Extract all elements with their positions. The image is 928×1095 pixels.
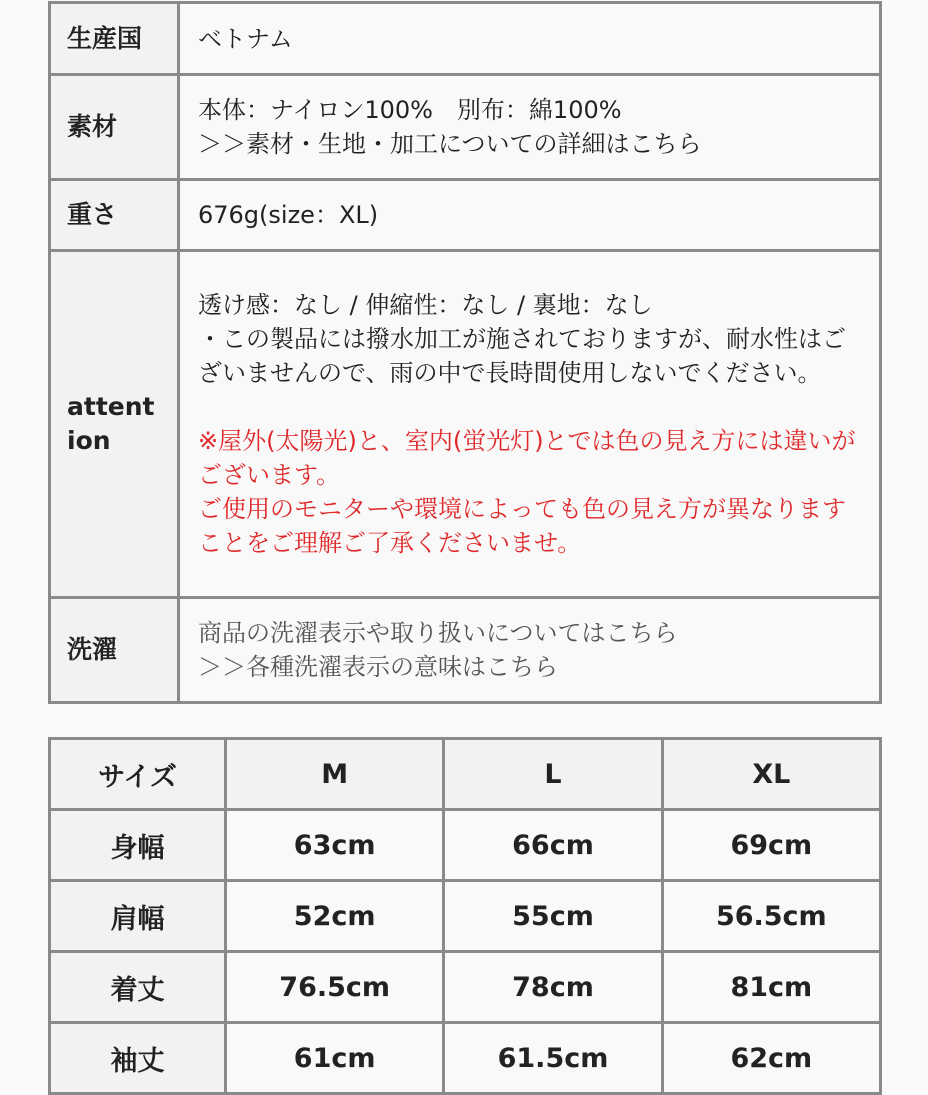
spec-label: attent ion	[50, 251, 179, 598]
spec-row-attention	[50, 251, 881, 598]
size-header-row	[50, 739, 881, 810]
spec-value	[179, 75, 881, 180]
size-cell: 61.5cm	[444, 1023, 662, 1094]
laundry-symbols-link[interactable]: ＞＞各種洗濯表示の意味はこちら	[198, 653, 558, 681]
size-cell: 61cm	[226, 1023, 444, 1094]
size-cell: 76.5cm	[226, 952, 444, 1023]
size-row-label: 肩幅	[50, 881, 226, 952]
spec-row-origin	[50, 3, 881, 75]
size-header: サイズ	[50, 739, 226, 810]
product-spec-table	[48, 1, 882, 704]
spec-row-laundry	[50, 598, 881, 703]
size-cell: 52cm	[226, 881, 444, 952]
size-header: M	[226, 739, 444, 810]
spec-label: 生産国	[50, 3, 179, 75]
size-cell: 63cm	[226, 810, 444, 881]
color-warning-text: ※屋外(太陽光)と、室内(蛍光灯)とでは色の見え方には違いがございます。 ご使用のモニターや環境によっても色の見え方が異なりますことをご理解ご了承くださいませ。	[198, 427, 856, 557]
size-row-label: 身幅	[50, 810, 226, 881]
size-row	[50, 952, 881, 1023]
size-row	[50, 1023, 881, 1094]
attention-text: 透け感：なし / 伸縮性：なし / 裏地：なし ・この製品には撥水加工が施されておりますが、耐水性はございませんので、雨の中で長時間使用しないでください。	[198, 291, 846, 387]
size-header: L	[444, 739, 662, 810]
laundry-care-link[interactable]: 商品の洗濯表示や取り扱いについてはこちら	[198, 619, 678, 647]
spec-label: 素材	[50, 75, 179, 180]
size-header: XL	[662, 739, 880, 810]
spec-row-material	[50, 75, 881, 180]
spec-value: ベトナム	[179, 3, 881, 75]
size-cell: 81cm	[662, 952, 880, 1023]
size-cell: 78cm	[444, 952, 662, 1023]
size-cell: 55cm	[444, 881, 662, 952]
size-chart-table	[48, 737, 882, 1095]
size-cell: 56.5cm	[662, 881, 880, 952]
spec-label: 重さ	[50, 180, 179, 251]
spec-row-weight	[50, 180, 881, 251]
spec-value	[179, 598, 881, 703]
material-composition: 本体：ナイロン100% 別布：綿100%	[198, 96, 622, 124]
size-cell: 69cm	[662, 810, 880, 881]
size-row	[50, 881, 881, 952]
spec-value	[179, 251, 881, 598]
size-cell: 62cm	[662, 1023, 880, 1094]
spec-value: 676g(size：XL)	[179, 180, 881, 251]
size-row	[50, 810, 881, 881]
size-row-label: 袖丈	[50, 1023, 226, 1094]
spec-label: 洗濯	[50, 598, 179, 703]
material-details-link[interactable]: ＞＞素材・生地・加工についての詳細はこちら	[198, 130, 702, 158]
size-row-label: 着丈	[50, 952, 226, 1023]
size-cell: 66cm	[444, 810, 662, 881]
